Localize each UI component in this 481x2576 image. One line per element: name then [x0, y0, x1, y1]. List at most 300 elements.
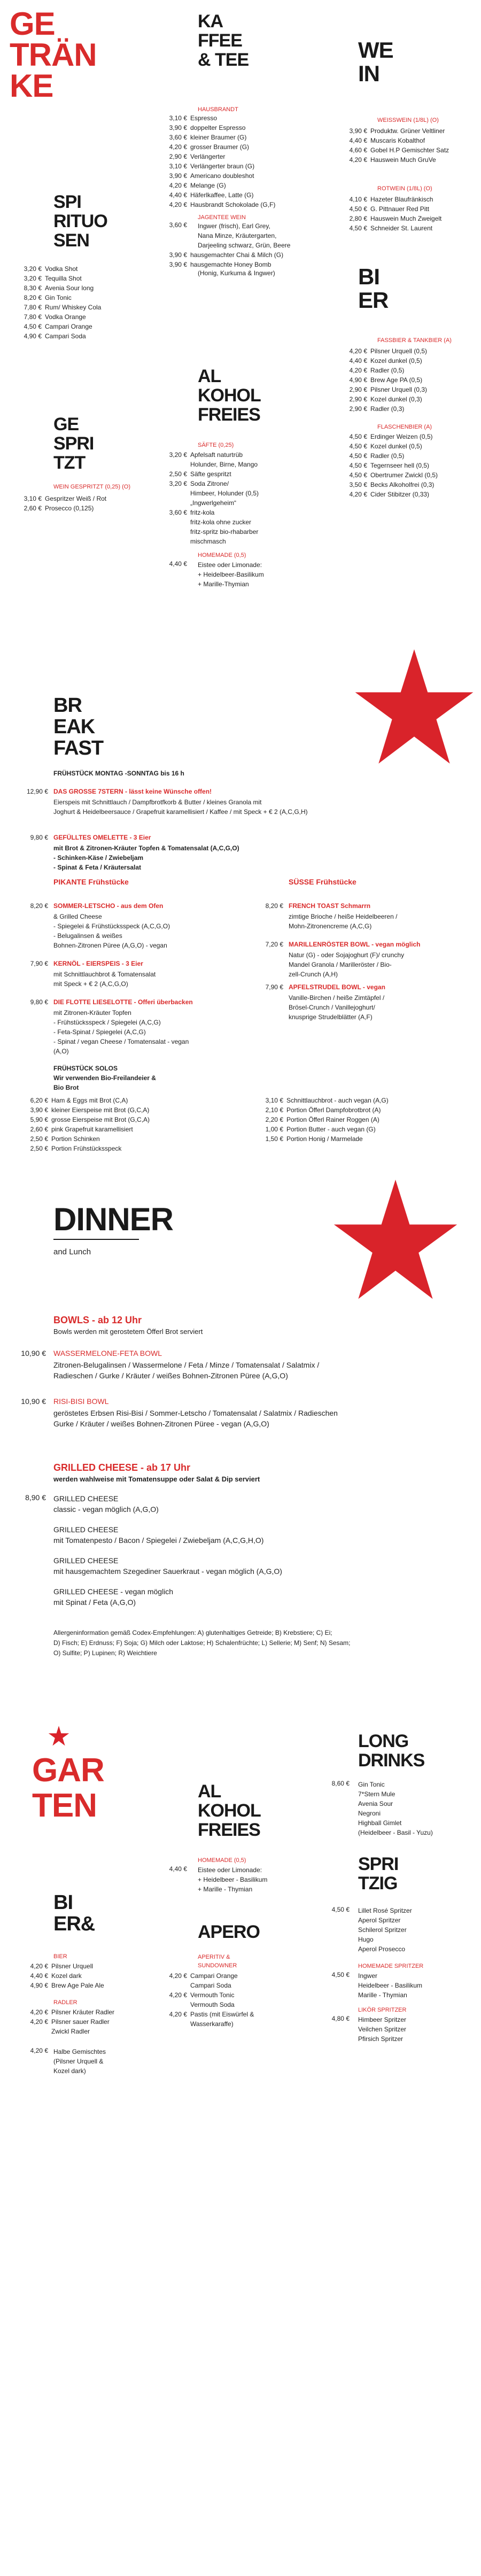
apero-list-item: [165, 2009, 276, 2019]
solos-left-list-item: [20, 1144, 174, 1153]
grilled-cheese-item: [53, 1493, 282, 1515]
dinner-subtitle: and Lunch: [53, 1247, 91, 1256]
wein-title-line: IN: [358, 61, 379, 86]
price: 3,90 €: [169, 261, 187, 268]
gc-item-name: GRILLED CHEESE: [53, 1525, 119, 1534]
saefte-category: SÄFTE (0,25): [198, 442, 234, 448]
wein-title: [358, 38, 393, 86]
weisswein-list-item: [345, 155, 467, 165]
likor-category: LIKÖR SPRITZER: [358, 2007, 407, 2013]
price: 7,80 €: [24, 313, 42, 321]
spritzig-title: [358, 1855, 398, 1893]
garten-alk-title: [198, 1782, 261, 1840]
solos-left-list-item: [20, 1115, 174, 1124]
price: 3,20 €: [169, 451, 187, 459]
tea-price: 3,60 €: [169, 221, 187, 229]
saefte-list-item: [165, 537, 276, 546]
garten-radler-list-item: [20, 2007, 137, 2017]
price: 4,50 €: [349, 433, 367, 440]
price: 4,20 €: [349, 347, 367, 355]
home2-list: [358, 1971, 422, 2000]
item-name: doppelter Espresso: [190, 124, 246, 131]
price: 3,90 €: [169, 124, 187, 131]
item-name: Vodka Shot: [45, 265, 78, 273]
price: 4,50 €: [349, 205, 367, 213]
item-name: Americano doubleshot: [190, 172, 254, 180]
price: [165, 527, 187, 537]
spirituosen-list-item: [20, 274, 120, 283]
solos-left-list-item: [20, 1096, 174, 1105]
gespritzt-list: [20, 494, 130, 513]
price: 4,50 €: [24, 323, 42, 330]
saefte-list-item: [165, 460, 276, 469]
s1-desc: [289, 912, 397, 931]
apero-list: [165, 1971, 276, 2029]
item-name: fritz-spritz bio-rhabarber: [190, 528, 259, 536]
garten-radler-list: [20, 2007, 137, 2036]
bw2-title: RISI-BISI BOWL: [53, 1397, 109, 1406]
price: 4,90 €: [349, 376, 367, 384]
tea-list: [198, 221, 290, 250]
price: 4,20 €: [169, 182, 187, 189]
p1-desc-line: - Spiegelei & Frühstücksspeck (A,C,G,O): [53, 922, 170, 930]
p2-desc-line: mit Speck + € 2 (A,C,G,O): [53, 980, 128, 988]
price: 4,50 €: [349, 224, 367, 232]
garten-radler-list-item: [20, 2027, 137, 2036]
spr-list-line: Hugo: [358, 1936, 374, 1943]
price: 2,50 €: [30, 1145, 48, 1152]
saefte-list-item: [165, 479, 276, 488]
p1-price: 8,20 €: [30, 902, 48, 910]
kaffee-list-item: [165, 152, 276, 161]
flaschenbier-list-item: [345, 441, 467, 451]
weisswein-category: WEISSWEIN (1/8L) (O): [377, 117, 439, 123]
s3-price: 7,90 €: [265, 983, 283, 991]
s3-desc-line: Vanille-Birchen / heiße Zimtäpfel /: [289, 994, 385, 1002]
garten-home-price: 4,40 €: [169, 1865, 187, 1873]
price: 7,80 €: [24, 304, 42, 311]
s2-desc-line: Mandel Granola / Marilleröster / Bio-: [289, 961, 392, 968]
lemonade-list-line: Eistee oder Limonade:: [198, 561, 262, 569]
gc-price: 8,90 €: [25, 1493, 46, 1502]
p2-desc: [53, 969, 156, 989]
price: 3,90 €: [30, 1106, 48, 1114]
pikante-title: PIKANTE Frühstücke: [53, 878, 129, 886]
item-name: Obertrumer Zwickl (0,5): [370, 471, 438, 479]
item-name: Soda Zitrone/: [190, 480, 229, 487]
spritzig-title-line: TZIG: [358, 1873, 398, 1894]
price: 2,60 €: [24, 505, 42, 512]
solos-left-list: [20, 1096, 174, 1153]
gc-item-name: GRILLED CHEESE: [53, 1556, 119, 1565]
item-name: fritz-kola: [190, 509, 215, 516]
solos-right-list-item: [255, 1124, 409, 1134]
item-name: Hauswein Much Zweigelt: [370, 215, 442, 222]
p2-title: KERNÖL - EIERSPEIS - 3 Eier: [53, 960, 143, 967]
long-drinks-title-line: DRINKS: [358, 1750, 425, 1771]
garten-title-line: GAR: [32, 1752, 104, 1789]
p3-price: 9,80 €: [30, 998, 48, 1006]
s3-desc: [289, 993, 384, 1022]
s2-desc-line: Natur (G) - oder Sojajoghurt (F)/ crunchy: [289, 951, 405, 959]
price: 6,20 €: [30, 1097, 48, 1104]
b1-desc-line: Joghurt & Heidelbeersauce / Grapefruit karamellisiert / Kaffee / mit Speck + € 2 (A,C,G,H): [53, 808, 308, 816]
long-list-line: Negroni: [358, 1810, 381, 1817]
fassbier-list-item: [345, 375, 467, 385]
s1-price: 8,20 €: [265, 902, 283, 910]
tea-list-2: [165, 250, 286, 269]
kaffee-title-line: KA: [198, 11, 223, 32]
garten-home-list-line: + Marille - Thymian: [198, 1886, 253, 1893]
alkoholfrei-title: [198, 367, 261, 424]
price: 3,20 €: [24, 265, 42, 273]
item-name: Pilsner sauer Radler: [51, 2018, 110, 2026]
garten-bier-title-line: ER&: [53, 1913, 95, 1935]
gc-item-desc: mit Tomatenpesto / Bacon / Spiegelei / Zwiebeljam (A,C,G,H,O): [53, 1536, 264, 1545]
kaffee-title: [198, 12, 249, 69]
p3-desc: [53, 1008, 189, 1056]
solos-right-list-item: [255, 1096, 409, 1105]
allergy-info-line: D) Fisch; E) Erdnuss; F) Soja; G) Milch oder Laktose; H) Schalenfrüchte; L) Sellerie; M) Senf; N) Sesam;: [53, 1639, 351, 1647]
flaschenbier-list-item: [345, 470, 467, 480]
halbe-desc-line: Kozel dark): [53, 2067, 86, 2075]
bw2-price: 10,90 €: [21, 1397, 46, 1406]
p3-desc-line: mit Zitronen-Kräuter Topfen: [53, 1009, 131, 1017]
item-name: Produktw. Grüner Veltliner: [370, 127, 445, 135]
getraenke-title-line: KE: [10, 68, 53, 104]
garten-homemade-category: HOMEMADE (0,5): [198, 1857, 246, 1864]
garten-home-list-line: + Heidelbeer - Basilikum: [198, 1876, 268, 1883]
item-name: Kozel dunkel (0,3): [370, 395, 422, 403]
item-name: fritz-kola ohne zucker: [190, 518, 252, 526]
price: 3,60 €: [169, 509, 187, 516]
price: 4,20 €: [169, 201, 187, 208]
spirituosen-list: [20, 264, 120, 341]
long-list-line: Gin Tonic: [358, 1781, 385, 1788]
item-name: Pilsner Urquell: [51, 1962, 94, 1970]
s2-title: MARILLENRÖSTER BOWL - vegan möglich: [289, 941, 421, 948]
item-name: Portion Schinken: [51, 1135, 100, 1143]
item-name: Kozel dunkel (0,5): [370, 443, 422, 450]
item-name: Ham & Eggs mit Brot (C,A): [51, 1097, 128, 1104]
item-name: Apfelsaft naturtrüb: [190, 451, 243, 459]
p1-desc: [53, 912, 170, 950]
spirituosen-list-item: [20, 283, 120, 293]
b2-price: 9,80 €: [30, 834, 48, 841]
item-name: Rum/ Whiskey Cola: [45, 304, 102, 311]
spr-list-line: Schilerol Spritzer: [358, 1926, 407, 1934]
item-name: Schneider St. Laurent: [370, 224, 433, 232]
price: 4,20 €: [349, 491, 367, 498]
fassbier-list-item: [345, 394, 467, 404]
price: 4,90 €: [24, 332, 42, 340]
price: 3,10 €: [24, 495, 42, 502]
b2-desc-line: - Schinken-Käse / Zwiebeljam: [53, 854, 144, 862]
bw1-desc-line: Zitronen-Belugalinsen / Wassermelone / Feta / Minze / Tomatensalat / Salatmix /: [53, 1361, 320, 1369]
item-name: Muscaris Kobalthof: [370, 137, 425, 144]
price: 4,50 €: [349, 452, 367, 460]
saefte-list-item: [165, 517, 276, 527]
long-list-line: Avenia Sour: [358, 1800, 393, 1807]
tea-note: (Honig, Kurkuma & Ingwer): [198, 269, 275, 277]
s1-desc-line: zimtige Brioche / heiße Heidelbeeren /: [289, 913, 398, 920]
p1-desc-line: & Grilled Cheese: [53, 913, 102, 920]
price: 8,20 €: [24, 294, 42, 301]
item-name: hausgemachter Chai & Milch (G): [190, 251, 284, 259]
item-name: Vermouth Tonic: [190, 1991, 235, 1999]
price: 3,20 €: [169, 480, 187, 487]
item-name: Gobel H.P Gemischter Satz: [370, 146, 449, 154]
price: 3,20 €: [24, 275, 42, 282]
breakfast-title-line: BR: [53, 694, 82, 717]
price: 4,40 €: [349, 137, 367, 144]
price: 3,50 €: [349, 481, 367, 488]
price: 4,50 €: [349, 462, 367, 469]
b1-price: 12,90 €: [26, 788, 48, 795]
likor-price: 4,80 €: [331, 2015, 350, 2022]
kaffee-list-item: [165, 123, 276, 133]
price: 2,50 €: [30, 1135, 48, 1143]
flaschenbier-list-item: [345, 461, 467, 470]
gespritzt-category: WEIN GESPRITZT (0,25) (O): [53, 484, 131, 490]
bw1-price: 10,90 €: [21, 1349, 46, 1357]
breakfast-title-line: FAST: [53, 737, 104, 759]
grilled-cheese-item: [53, 1555, 282, 1577]
apero-list-item: [165, 2019, 276, 2029]
p1-title: SOMMER-LETSCHO - aus dem Ofen: [53, 902, 164, 910]
price: 2,90 €: [169, 153, 187, 160]
item-name: Vermouth Soda: [190, 2001, 235, 2008]
p2-desc-line: mit Schnittlauchbrot & Tomatensalat: [53, 971, 156, 978]
likor-list: [358, 2015, 406, 2044]
s2-price: 7,20 €: [265, 941, 283, 948]
allergy-info: [53, 1628, 351, 1658]
price: 2,10 €: [265, 1106, 283, 1114]
grilled-cheese-item: [53, 1586, 282, 1608]
kaffee-list-item: [165, 181, 276, 190]
price: [165, 2000, 187, 2009]
price: 4,20 €: [169, 143, 187, 151]
solos-right-list: [255, 1096, 409, 1144]
garten-bier-title: [53, 1892, 95, 1935]
item-name: Becks Alkoholfrei (0,3): [370, 481, 435, 488]
item-name: Radler (0,3): [370, 405, 405, 413]
item-name: Gespritzer Weiß / Rot: [45, 495, 107, 502]
gc-item-name: GRILLED CHEESE: [53, 1494, 119, 1503]
item-name: Campari Orange: [45, 323, 92, 330]
spirituosen-list-item: [20, 293, 120, 302]
garten-bier-list: [20, 1961, 137, 1990]
allergy-info-line: Allergeninformation gemäß Codex-Empfehlungen: A) glutenhaltiges Getreide; B) Krebstiere; C) Ei;: [53, 1629, 332, 1636]
price: 2,20 €: [265, 1116, 283, 1123]
item-name: Portion Honig / Marmelade: [286, 1135, 363, 1143]
long-list-line: Highball Gimlet: [358, 1819, 402, 1827]
bier-title-line: BI: [358, 264, 379, 289]
alkoholfrei-title-line: KOHOL: [198, 385, 261, 406]
p3-desc-line: - Frühstücksspeck / Spiegelei (A,C,G): [53, 1019, 161, 1026]
rotwein-list-item: [345, 204, 467, 214]
lemonade-list-line: + Heidelbeer-Basilikum: [198, 571, 264, 578]
long-drinks-title: [358, 1732, 424, 1770]
tea-list-line: Nana Minze, Kräutergarten,: [198, 232, 277, 239]
spirituosen-title-line: SPI: [53, 192, 81, 212]
saefte-list-item: [165, 508, 276, 517]
spr-list-line: Aperol Spritzer: [358, 1917, 401, 1924]
spritzig-title-line: SPRI: [358, 1854, 399, 1874]
tea-list-line: Darjeeling schwarz, Grün, Beere: [198, 242, 291, 249]
apero-title: APERO: [198, 1922, 260, 1942]
price: [165, 1981, 187, 1990]
item-name: Pastis (mit Eiswürfel &: [190, 2011, 254, 2018]
price: 2,90 €: [349, 405, 367, 413]
rotwein-list-item: [345, 195, 467, 204]
item-name: kleiner Braumer (G): [190, 134, 247, 141]
price: 4,10 €: [349, 196, 367, 203]
item-name: Brew Age Pale Ale: [51, 1982, 104, 1989]
dinner-title: DINNER: [53, 1201, 174, 1237]
kaffee-list-item: [165, 142, 276, 152]
rotwein-list-item: [345, 223, 467, 233]
fassbier-list-item: [345, 366, 467, 375]
apero-list-item: [165, 1990, 276, 2000]
solos-left-list-item: [20, 1134, 174, 1144]
item-name: Radler (0,5): [370, 367, 405, 374]
item-name: Gin Tonic: [45, 294, 72, 301]
breakfast-title-line: EAK: [53, 716, 95, 738]
p3-title: DIE FLOTTE LIESELOTTE - Offeri überbacken: [53, 998, 193, 1006]
saefte-list-item: [165, 469, 276, 479]
fassbier-list-item: [345, 356, 467, 366]
halbe-desc: [53, 2047, 106, 2076]
spirituosen-title-line: SEN: [53, 230, 89, 251]
solos-right-list-item: [255, 1105, 409, 1115]
solos-left-list-item: [20, 1124, 174, 1134]
fassbier-category: FASSBIER & TANKBIER (A): [377, 337, 452, 344]
p3-desc-line: - Feta-Spinat / Spiegelei (A,C,G): [53, 1028, 146, 1036]
item-name: Holunder, Birne, Mango: [190, 461, 258, 468]
weisswein-list-item: [345, 136, 467, 145]
halbe-price: 4,20 €: [30, 2047, 48, 2054]
item-name: pink Grapefruit karamellisiert: [51, 1126, 133, 1133]
home2-list-line: Ingwer: [358, 1972, 378, 1980]
price: 4,20 €: [30, 2018, 48, 2026]
grilled-cheese-item: [53, 1524, 282, 1546]
kaffee-title-line: FFEE: [198, 30, 242, 51]
kaffee-category: HAUSBRANDT: [198, 106, 238, 113]
price: 1,00 €: [265, 1126, 283, 1133]
p3-desc-line: (A,O): [53, 1048, 69, 1055]
saefte-list-item: [165, 498, 276, 508]
garten-bier-list-item: [20, 1971, 137, 1981]
spirituosen-list-item: [20, 322, 120, 331]
price: [165, 2019, 187, 2029]
garten-radler-category: RADLER: [53, 1999, 77, 2006]
weisswein-list-item: [345, 145, 467, 155]
gespritzt-list-item: [20, 494, 130, 503]
item-name: Espresso: [190, 114, 218, 122]
spirituosen-title-line: RITUO: [53, 211, 107, 231]
p3-desc-line: - Spinat / vegan Cheese / Tomatensalat - vegan: [53, 1038, 189, 1045]
item-name: Pilsner Urquell (0,5): [370, 347, 428, 355]
price: 4,20 €: [349, 367, 367, 374]
grilled-cheese-list: [53, 1493, 282, 1617]
apero-list-item: [165, 1981, 276, 1990]
rotwein-list: [345, 195, 467, 233]
item-name: Verlängerter braun (G): [190, 162, 255, 170]
garten-radler-list-item: [20, 2017, 137, 2027]
tee-category: JAGENTEE WEIN: [198, 214, 246, 221]
rotwein-category: ROTWEIN (1/8L) (O): [377, 185, 432, 192]
p2-price: 7,90 €: [30, 960, 48, 967]
apero-list-item: [165, 2000, 276, 2009]
spr-list: [358, 1906, 412, 1954]
garten-alk-title-line: AL: [198, 1781, 221, 1802]
s1-title: FRENCH TOAST Schmarrn: [289, 902, 371, 910]
alkoholfrei-title-line: FREIES: [198, 405, 260, 425]
item-name: Säfte gespritzt: [190, 470, 231, 478]
price: [165, 488, 187, 498]
suesse-title: SÜSSE Frühstücke: [289, 878, 356, 886]
kaffee-list-item: [165, 171, 276, 181]
solos-right-list-item: [255, 1115, 409, 1124]
s3-desc-line: knusprige Strudelblätter (A,F): [289, 1013, 373, 1021]
price: [165, 517, 187, 527]
price: 4,60 €: [349, 146, 367, 154]
price: 3,90 €: [349, 127, 367, 135]
price: 4,20 €: [349, 156, 367, 164]
saefte-list-item: [165, 450, 276, 460]
gc-subtitle: werden wahlweise mit Tomatensuppe oder Salat & Dip serviert: [53, 1475, 260, 1483]
likor-list-line: Pfirsich Spritzer: [358, 2035, 404, 2043]
price: 3,10 €: [169, 162, 187, 170]
garten-title: [32, 1753, 104, 1824]
solos-title-line: Bio Brot: [53, 1084, 79, 1091]
s3-desc-line: Brösel-Crunch / Vanillejoghurt/: [289, 1004, 375, 1011]
breakfast-hours: FRÜHSTÜCK MONTAG -SONNTAG bis 16 h: [53, 770, 184, 777]
item-name: „Ingwerlgeheim“: [190, 499, 237, 507]
apero-list-item: [165, 1971, 276, 1981]
price: 2,60 €: [30, 1126, 48, 1133]
item-name: Tequilla Shot: [45, 275, 82, 282]
item-name: grosser Braumer (G): [190, 143, 250, 151]
b1-desc: [53, 797, 308, 817]
b2-title: GEFÜLLTES OMELETTE - 3 Eier: [53, 834, 151, 841]
item-name: mischmasch: [190, 538, 226, 545]
garten-home-list-line: Eistee oder Limonade:: [198, 1866, 262, 1874]
item-name: Hauswein Much GruVe: [370, 156, 436, 164]
spr-list-line: Lillet Rosé Spritzer: [358, 1907, 412, 1914]
gc-item-desc: classic - vegan möglich (A,G,O): [53, 1505, 159, 1514]
item-name: Radler (0,5): [370, 452, 405, 460]
item-name: Prosecco (0,125): [45, 505, 94, 512]
item-name: Pilsner Kräuter Radler: [51, 2008, 115, 2016]
gespritzt-list-item: [20, 503, 130, 513]
bw1-title: WASSERMELONE-FETA BOWL: [53, 1349, 162, 1357]
gespritzt-title-line: TZT: [53, 453, 86, 473]
getraenke-title-line: TRÄN: [10, 37, 97, 73]
getraenke-title: [10, 6, 97, 104]
b2-desc-line: mit Brot & Zitronen-Kräuter Topfen & Tomatensalat (A,C,G,O): [53, 844, 239, 852]
price: [165, 498, 187, 508]
saefte-list-item: [165, 488, 276, 498]
kaffee-list: [165, 113, 276, 210]
price: [165, 537, 187, 546]
item-name: Portion Frühstücksspeck: [51, 1145, 122, 1152]
garten-alk-title-line: KOHOL: [198, 1801, 261, 1821]
item-name: Zwickl Radler: [51, 2028, 90, 2035]
item-name: Hazeter Blaufränkisch: [370, 196, 433, 203]
star-icon: [353, 646, 476, 769]
